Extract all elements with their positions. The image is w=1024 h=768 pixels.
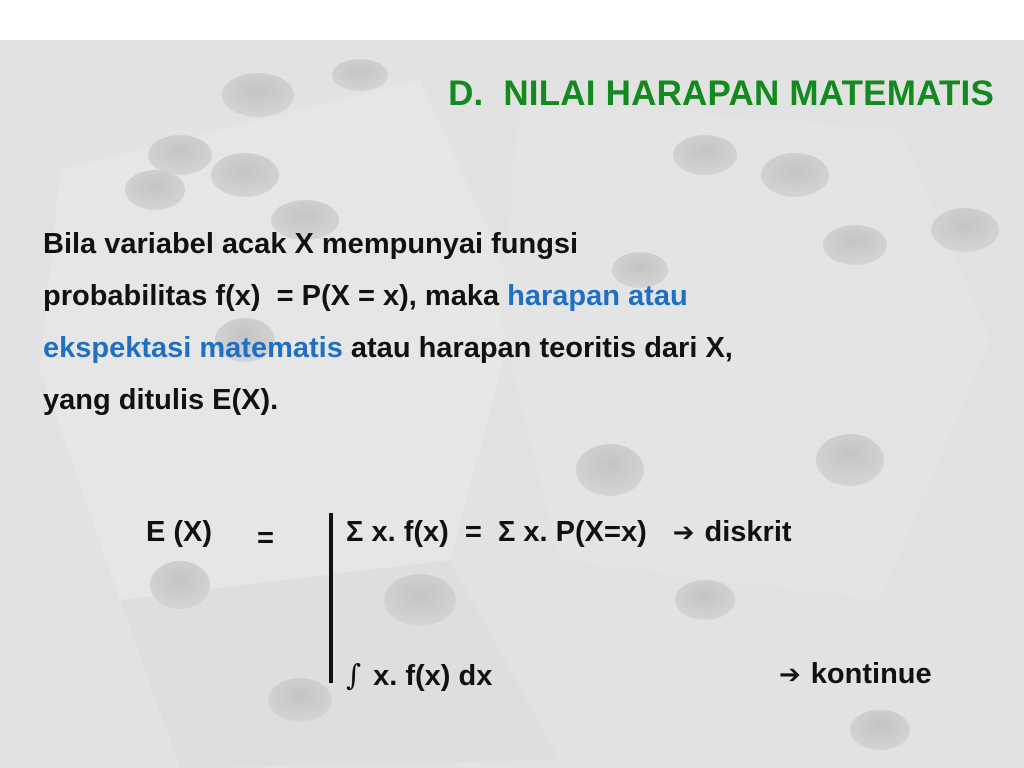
paragraph-text: atau harapan teoritis dari X,: [342, 332, 733, 364]
highlight-term: harapan atau: [507, 280, 688, 312]
paragraph-text: probabilitas f(x) = P(X = x), maka: [43, 280, 508, 312]
slide: [0, 40, 1024, 768]
formula-equals: =: [257, 522, 274, 554]
highlight-term: ekspektasi matematis: [43, 332, 343, 364]
continuous-label: kontinue: [810, 658, 932, 690]
integral-sign: ∫: [346, 658, 362, 692]
paragraph-line-1: [43, 218, 1003, 270]
arrow-right-icon: ➔: [672, 518, 695, 548]
continuous-expression: x. f(x) dx: [373, 660, 493, 692]
slide-title: D. NILAI HARAPAN MATEMATIS: [448, 74, 994, 113]
paragraph-text: yang ditulis E(X).: [43, 384, 279, 416]
piecewise-bracket: [329, 513, 333, 683]
discrete-label: diskrit: [704, 516, 792, 548]
paragraph-line-3: [43, 322, 1003, 374]
paragraph-line-4: [43, 374, 1003, 426]
continuous-row: [346, 658, 492, 693]
paragraph-text: Bila variabel acak X mempunyai fungsi: [43, 228, 579, 260]
formula-lhs: E (X): [146, 516, 213, 548]
paragraph-line-2: [43, 270, 1003, 322]
arrow-right-icon: ➔: [779, 660, 801, 690]
continuous-result: [779, 658, 932, 691]
discrete-row: [346, 516, 792, 549]
discrete-expression: Σ x. f(x) = Σ x. P(X=x): [346, 516, 647, 548]
definition-paragraph: [43, 218, 1003, 426]
